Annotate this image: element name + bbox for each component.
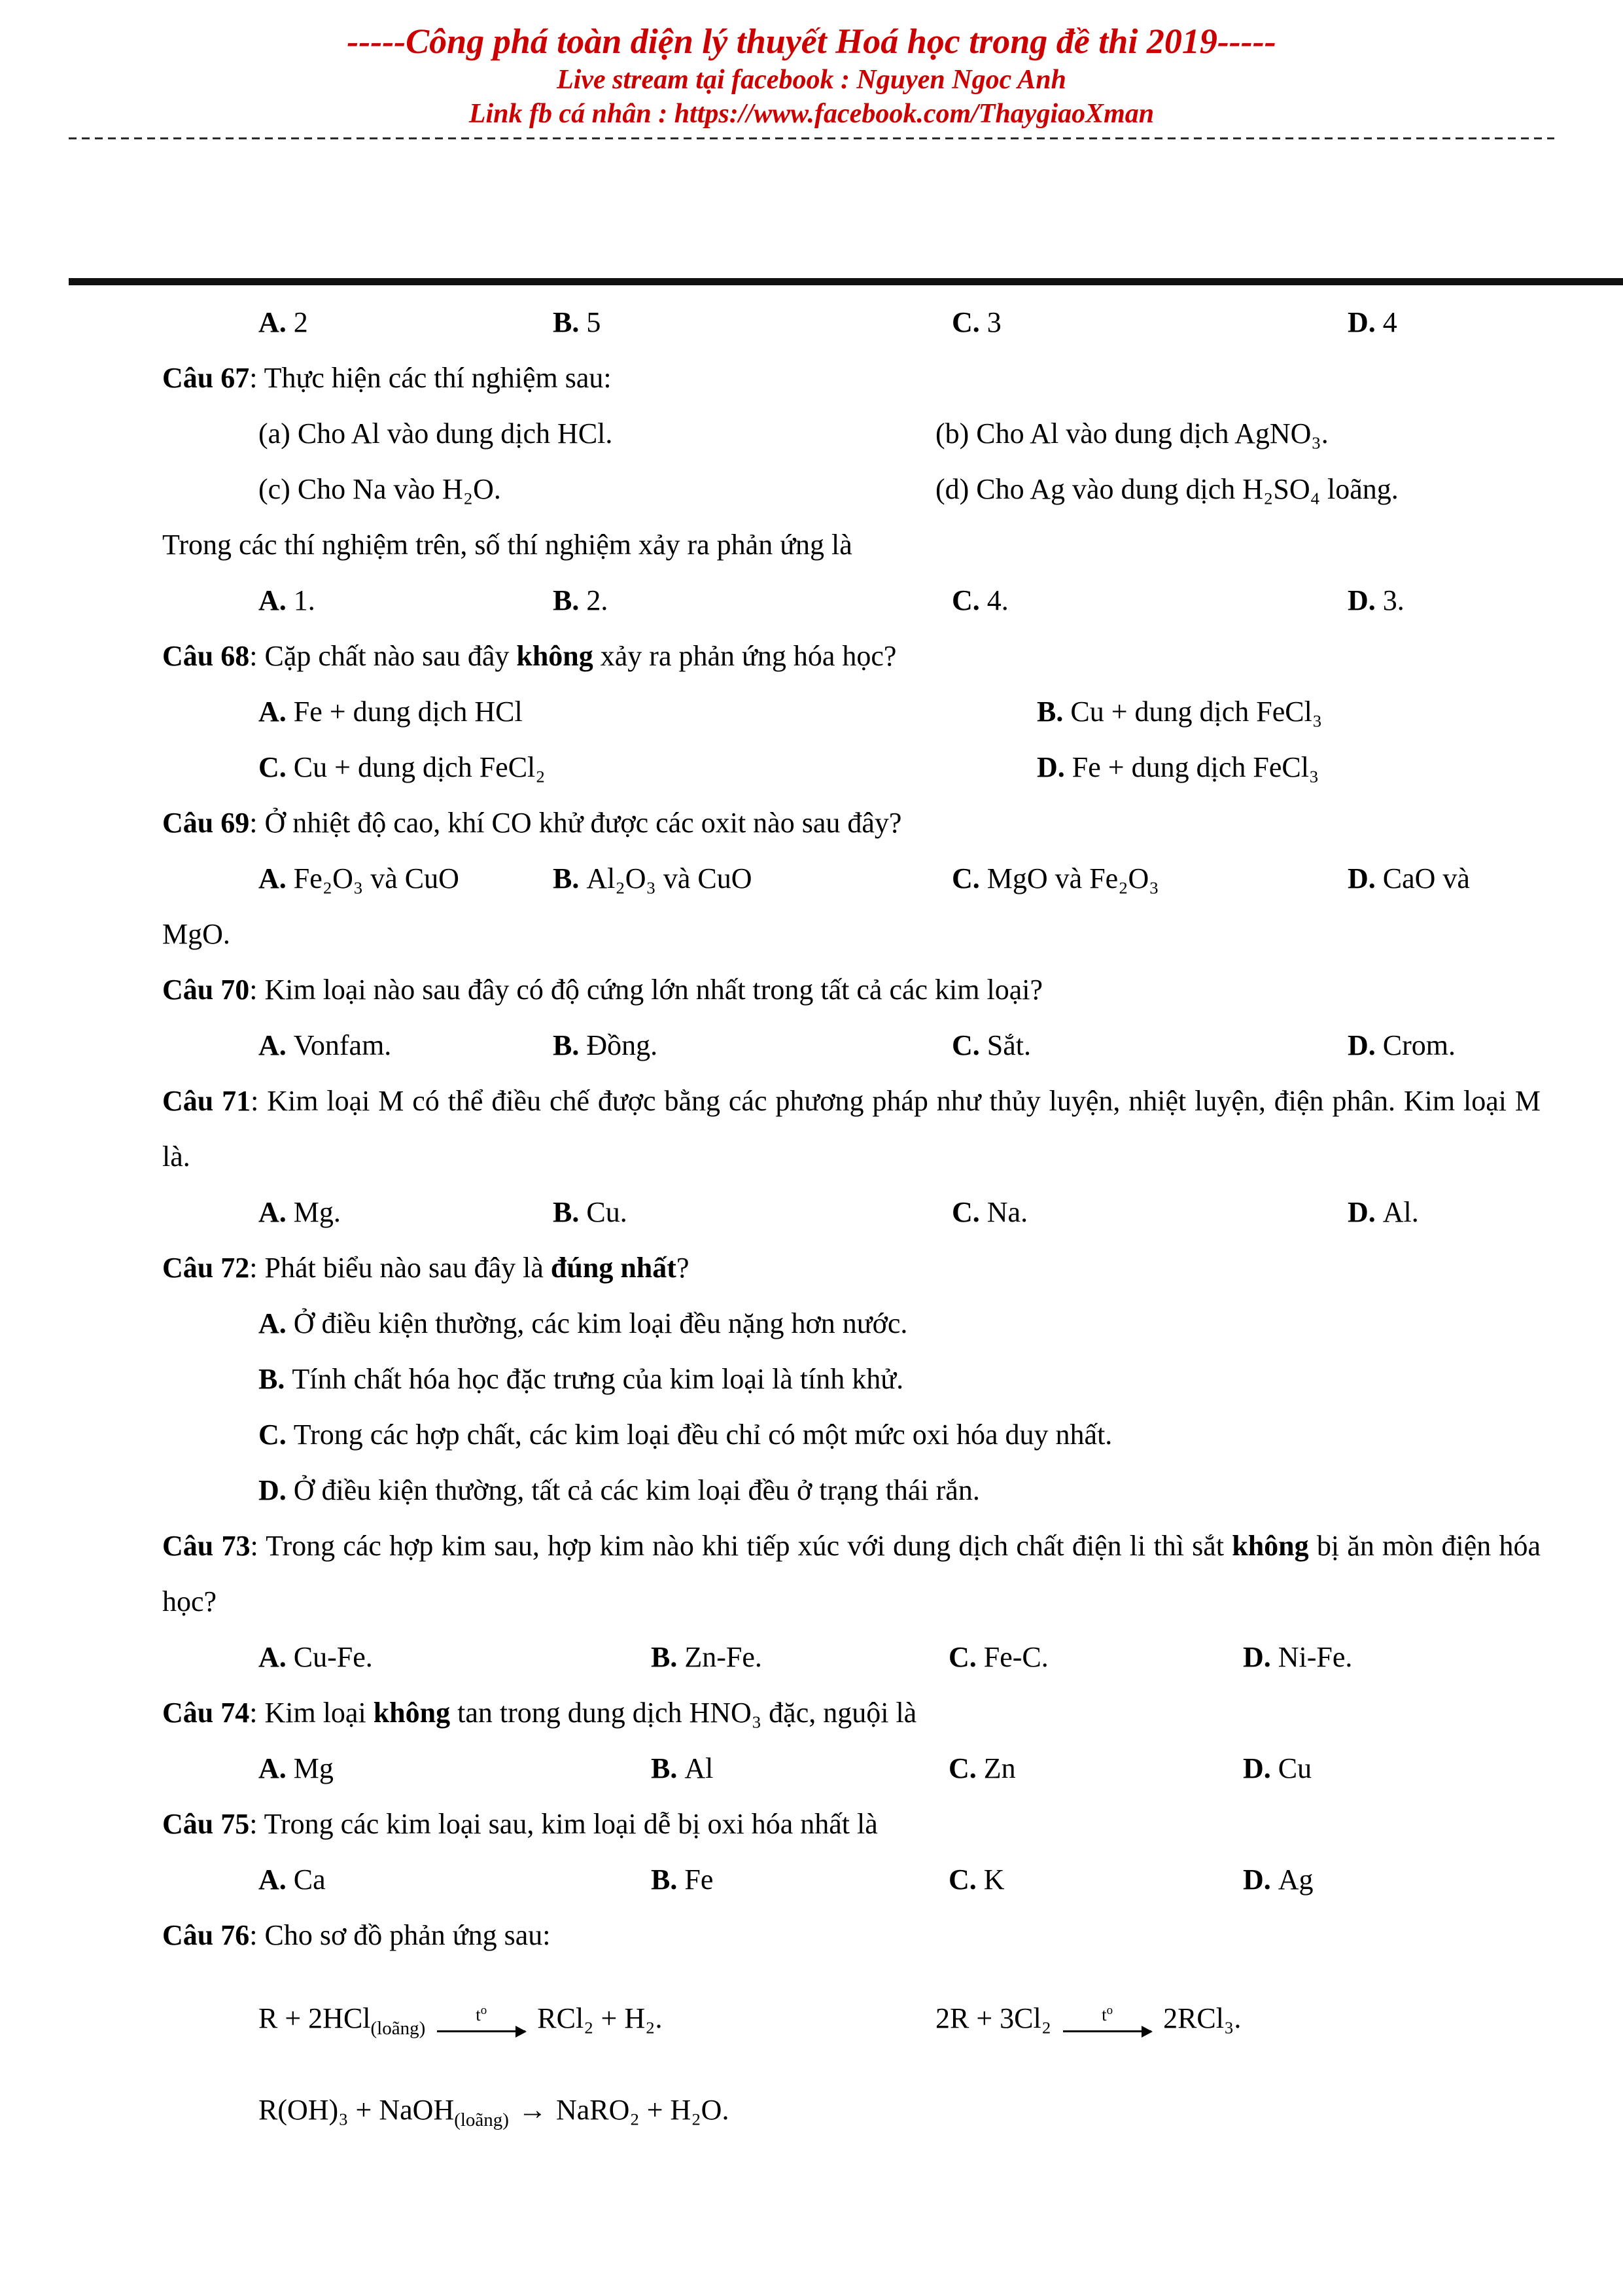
option-c [949,1852,1243,1907]
option-text: 1. [293,584,315,616]
options-row [258,739,1541,795]
option-label: C. [952,1029,980,1061]
option-text: Cu + dung dịch FeCl₂ [293,751,546,783]
question-number: Câu 72 [162,1252,250,1284]
cond-base: t [476,2005,481,2025]
option-label: B. [553,584,580,616]
option-text: MgO và Fe₂O₃ [986,862,1159,894]
question-text-bold: không [516,640,593,672]
option-text: Cu. [586,1196,627,1228]
question-text: : Ở nhiệt độ cao, khí CO khử được các oxit nào sau đây? [249,807,902,839]
option-c [258,1419,1112,1451]
option-text: Na. [986,1196,1028,1228]
options-row [258,1629,1541,1685]
option-label: D. [1243,1752,1271,1784]
question-stem [162,628,1541,684]
option-text: Fe₂O₃ và CuO [293,862,459,894]
option-line [258,1462,1541,1518]
option-text: 4 [1382,306,1397,338]
document-header [0,0,1623,131]
reaction-lhs: 2R + 3Cl₂ [935,2002,1052,2034]
option-c [952,573,1348,628]
options-row [258,851,1541,906]
question-text: : Kim loại M có thể điều chế được bằng các phương pháp như thủy luyện, nhiệt luyện, điện phân. Kim loại M là. [162,1085,1541,1173]
option-b [1037,684,1541,739]
option-d-overflow: MgO. [162,918,230,950]
question-text: : Cặp chất nào sau đây [249,640,517,672]
question-stem [162,1240,1541,1296]
option-text: Ag [1278,1863,1314,1896]
option-label: B. [258,1363,285,1395]
option-label: C. [258,1419,287,1451]
exam-content [162,294,1541,2151]
reaction-rhs: NaRO₂ + H₂O. [555,2094,729,2126]
arrow-shaft [437,2030,525,2032]
option-text: Sắt. [986,1029,1032,1061]
question-stem [162,1796,1541,1852]
option-d [1348,573,1541,628]
reaction-arrow-icon [1063,2002,1151,2040]
option-text: Cu + dung dịch FeCl₃ [1070,696,1323,728]
option-text: 2 [293,306,308,338]
option-text: Cu-Fe. [293,1641,373,1673]
reaction-lhs: R(OH)₃ + NaOH [258,2094,455,2126]
option-label: D. [1243,1863,1271,1896]
question-number: Câu 69 [162,807,250,839]
question-stem [162,1907,1541,1963]
option-a [258,1740,651,1796]
options-row [258,1184,1541,1240]
option-label: A. [258,1641,287,1673]
question-text: ? [676,1252,689,1284]
option-text: Vonfam. [293,1029,392,1061]
reaction-scheme [162,1983,1541,2151]
option-text: Zn [983,1752,1016,1784]
option-text: Cu [1278,1752,1312,1784]
cond-sup: o [480,2004,487,2018]
question-67 [162,350,1541,628]
dashed-separator [69,137,1554,139]
option-label: D. [1243,1641,1271,1673]
reaction-equation-1 [258,1983,935,2064]
option-c [952,851,1348,906]
option-label: C. [949,1752,977,1784]
option-label: B. [553,862,580,894]
option-a [258,851,553,906]
arrow-shaft [1063,2030,1151,2032]
question-text-bold: không [373,1697,451,1729]
option-b [258,1363,903,1395]
option-text: 2. [586,584,608,616]
option-line [258,1296,1541,1351]
option-label: A. [258,306,287,338]
option-b [651,1629,949,1685]
option-label: A. [258,1029,287,1061]
reaction-dilute-note: (loãng) [370,2018,426,2039]
option-text: 3 [986,306,1002,338]
question-number: Câu 68 [162,640,250,672]
question-71 [162,1073,1541,1240]
option-text: Tính chất hóa học đặc trưng của kim loại là tính khử. [292,1363,904,1395]
options-row [258,1852,1541,1907]
option-label: A. [258,696,287,728]
option-a [258,684,1037,739]
option-label: A. [258,1752,287,1784]
question-number: Câu 73 [162,1530,251,1562]
question-number: Câu 71 [162,1085,251,1117]
option-line [258,1351,1541,1407]
question-text: : Kim loại [249,1697,374,1729]
question-text: bị ăn mòn điện hóa học? [162,1530,1541,1617]
option-c [952,1017,1348,1073]
question-stem [162,962,1541,1017]
question-number: Câu 74 [162,1697,250,1729]
option-label: C. [949,1641,977,1673]
question-number: Câu 76 [162,1919,250,1951]
option-d [1348,1017,1541,1073]
option-label: D. [258,1474,287,1506]
option-d [258,1474,980,1506]
option-label: D. [1348,1196,1376,1228]
question-stem [162,795,1541,851]
question-73 [162,1518,1541,1685]
option-d [1037,739,1541,795]
question-text-bold: không [1232,1530,1309,1562]
prev-question-options [258,294,1541,350]
question-70 [162,962,1541,1073]
option-b [553,294,952,350]
option-label: A. [258,584,287,616]
question-number: Câu 67 [162,362,250,394]
option-b [553,1017,952,1073]
experiment-a: (a) Cho Al vào dung dịch HCl. [258,417,613,450]
options-row [258,684,1541,739]
option-text: Ca [293,1863,326,1896]
option-text: 5 [586,306,601,338]
experiment-d: (d) Cho Ag vào dung dịch H₂SO₄ loãng. [935,473,1399,505]
option-text: Trong các hợp chất, các kim loại đều chỉ có một mức oxi hóa duy nhất. [293,1419,1113,1451]
option-c [258,739,1037,795]
option-label: C. [952,584,980,616]
option-text: Zn-Fe. [684,1641,762,1673]
option-label: B. [651,1752,678,1784]
option-label: C. [952,862,980,894]
option-label: B. [651,1641,678,1673]
option-b [651,1740,949,1796]
reaction-lhs: R + 2HCl [258,2002,371,2034]
option-b [651,1852,949,1907]
reaction-rhs: RCl₂ + H₂. [537,2002,663,2034]
option-label: B. [553,306,580,338]
options-row [258,573,1541,628]
question-text: : Thực hiện các thí nghiệm sau: [249,362,612,394]
option-text: 3. [1382,584,1405,616]
option-label: C. [949,1863,977,1896]
option-label: B. [651,1863,678,1896]
cond-sup: o [1106,2004,1113,2018]
options-row [258,1740,1541,1796]
question-text-bold: đúng nhất [550,1252,676,1284]
reaction-row [258,2079,1541,2151]
question-stem [162,1685,1541,1740]
option-a [258,1629,651,1685]
option-b [553,851,952,906]
option-c [952,1184,1348,1240]
option-text: Ở điều kiện thường, các kim loại đều nặng hơn nước. [293,1307,908,1339]
section-divider-bar [69,278,1623,285]
experiment-c: (c) Cho Na vào H₂O. [258,473,501,505]
reaction-row [258,1983,1541,2064]
option-label: A. [258,862,287,894]
option-label: A. [258,1196,287,1228]
question-68 [162,628,1541,795]
question-number: Câu 70 [162,974,250,1006]
option-label: B. [1037,696,1064,728]
option-label: B. [553,1196,580,1228]
question-75 [162,1796,1541,1907]
option-d [1243,1629,1541,1685]
option-b [553,1184,952,1240]
right-arrow-icon: → [517,2094,547,2126]
question-text: tan trong dung dịch HNO₃ đặc, nguội là [450,1697,917,1729]
question-72 [162,1240,1541,1518]
option-d [1348,851,1541,906]
temperature-condition [476,2002,487,2024]
option-b [553,573,952,628]
header-title: -----Công phá toàn diện lý thuyết Hoá học trong đề thi 2019----- [347,22,1276,61]
reaction-rhs: 2RCl₃. [1163,2002,1242,2034]
option-text: Al₂O₃ và CuO [586,862,752,894]
option-label: D. [1348,306,1376,338]
option-text: Fe-C. [983,1641,1049,1673]
option-label: C. [258,751,287,783]
question-text: : Cho sơ đồ phản ứng sau: [249,1919,551,1951]
option-label: A. [258,1863,287,1896]
option-label: A. [258,1307,287,1339]
header-livestream-line: Live stream tại facebook : Nguyen Ngoc Anh [557,65,1066,95]
cond-base: t [1102,2005,1107,2025]
option-label: D. [1037,751,1065,783]
option-line [258,1407,1541,1462]
option-label: C. [952,306,980,338]
option-text: 4. [986,584,1009,616]
option-text: Ở điều kiện thường, tất cả các kim loại đều ở trạng thái rắn. [293,1474,980,1506]
experiment-row [258,461,1541,517]
option-text: Fe + dung dịch HCl [293,696,523,728]
option-label: D. [1348,1029,1376,1061]
experiment-b: (b) Cho Al vào dung dịch AgNO₃. [935,417,1329,450]
option-text: Mg. [293,1196,341,1228]
option-a [258,573,553,628]
question-stem [162,1518,1541,1629]
option-c [949,1629,1243,1685]
option-text: K [983,1863,1005,1896]
option-text: Fe + dung dịch FeCl₃ [1072,751,1319,783]
question-76 [162,1907,1541,2151]
option-a [258,1017,553,1073]
reaction-arrow-icon [437,2002,525,2040]
header-facebook-link: Link fb cá nhân : https://www.facebook.com/ThaygiaoXman [468,99,1155,129]
question-text: : Trong các kim loại sau, kim loại dễ bị oxi hóa nhất là [249,1808,878,1840]
option-text: Al [684,1752,714,1784]
option-label: D. [1348,862,1376,894]
question-followup: Trong các thí nghiệm trên, số thí nghiệm xảy ra phản ứng là [162,529,852,561]
option-text: Crom. [1382,1029,1456,1061]
option-d [1348,294,1541,350]
option-text: CaO và [1382,862,1470,894]
option-a [258,1852,651,1907]
option-text: Ni-Fe. [1278,1641,1353,1673]
question-text: : Kim loại nào sau đây có độ cứng lớn nhất trong tất cả các kim loại? [249,974,1043,1006]
option-text: Đồng. [586,1029,658,1061]
question-number: Câu 75 [162,1808,250,1840]
option-a [258,294,553,350]
reaction-equation-3 [258,2094,729,2130]
question-74 [162,1685,1541,1796]
option-label: D. [1348,584,1376,616]
option-c [949,1740,1243,1796]
question-text: : Phát biểu nào sau đây là [249,1252,551,1284]
option-a [258,1307,907,1339]
experiment-row [258,406,1541,461]
reaction-dilute-note: (loãng) [454,2110,509,2130]
option-d [1348,1184,1541,1240]
option-a [258,1184,553,1240]
option-label: C. [952,1196,980,1228]
option-d [1243,1740,1541,1796]
option-c [952,294,1348,350]
question-text: xảy ra phản ứng hóa học? [593,640,897,672]
option-text: Al. [1382,1196,1419,1228]
options-row [258,1017,1541,1073]
question-stem [162,1073,1541,1184]
option-text: Fe [684,1863,714,1896]
reaction-equation-2 [935,1983,1541,2064]
option-text: Mg [293,1752,334,1784]
option-d [1243,1852,1541,1907]
question-text: : Trong các hợp kim sau, hợp kim nào khi tiếp xúc với dung dịch chất điện li thì sắt [250,1530,1232,1562]
temperature-condition [1102,2002,1113,2024]
option-label: B. [553,1029,580,1061]
question-69 [162,795,1541,962]
question-stem [162,350,1541,406]
